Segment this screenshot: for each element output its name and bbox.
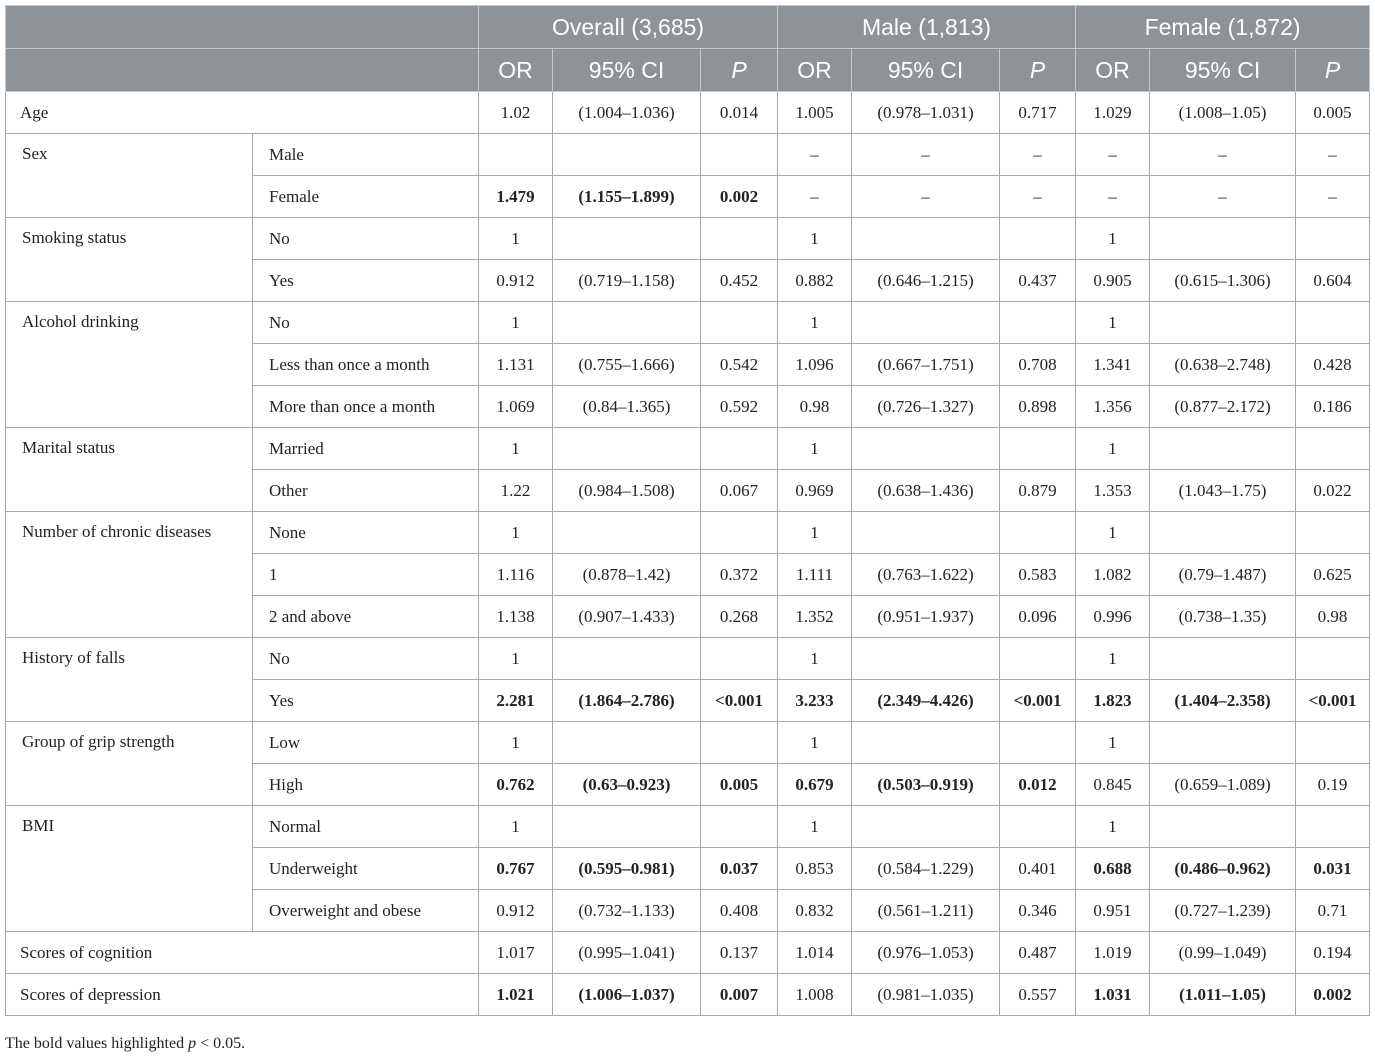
header-group-overall: Overall (3,685) bbox=[479, 6, 778, 49]
table-row bbox=[6, 302, 1370, 344]
cell-or: 1.02 bbox=[479, 92, 553, 134]
cell-p: 0.346 bbox=[1000, 890, 1076, 932]
cell-or: 1 bbox=[1076, 302, 1150, 344]
footnote-p-symbol: p bbox=[188, 1035, 197, 1052]
footnote-suffix: < 0.05. bbox=[196, 1035, 246, 1052]
cell-p: 0.037 bbox=[701, 848, 778, 890]
cell-or: 1.014 bbox=[778, 932, 852, 974]
level-cell: No bbox=[253, 302, 479, 344]
cell-p: – bbox=[1296, 176, 1370, 218]
cell-p: 0.022 bbox=[1296, 470, 1370, 512]
cell-ci: (0.595–0.981) bbox=[553, 848, 701, 890]
cell-p: 0.002 bbox=[701, 176, 778, 218]
cell-p: 0.98 bbox=[1296, 596, 1370, 638]
cell-ci: (0.727–1.239) bbox=[1150, 890, 1296, 932]
cell-or: 1 bbox=[778, 218, 852, 260]
cell-ci bbox=[852, 302, 1000, 344]
cell-ci: (1.155–1.899) bbox=[553, 176, 701, 218]
cell-ci: (0.732–1.133) bbox=[553, 890, 701, 932]
header-p: P bbox=[1296, 49, 1370, 92]
level-cell: 2 and above bbox=[253, 596, 479, 638]
cell-p: 0.408 bbox=[701, 890, 778, 932]
header-or: OR bbox=[778, 49, 852, 92]
cell-or: 3.233 bbox=[778, 680, 852, 722]
cell-or: 0.912 bbox=[479, 890, 553, 932]
header-or: OR bbox=[479, 49, 553, 92]
cell-p: 0.542 bbox=[701, 344, 778, 386]
cell-p: 0.268 bbox=[701, 596, 778, 638]
cell-ci bbox=[852, 722, 1000, 764]
cell-ci: (0.659–1.089) bbox=[1150, 764, 1296, 806]
cell-p: 0.067 bbox=[701, 470, 778, 512]
level-cell: Overweight and obese bbox=[253, 890, 479, 932]
cell-or: 1.352 bbox=[778, 596, 852, 638]
cell-p bbox=[1296, 512, 1370, 554]
cell-ci: (0.984–1.508) bbox=[553, 470, 701, 512]
cell-ci bbox=[1150, 722, 1296, 764]
table-body bbox=[6, 92, 1370, 1016]
variable-cell: Sex bbox=[6, 134, 253, 218]
cell-p: <0.001 bbox=[701, 680, 778, 722]
cell-p: – bbox=[1000, 134, 1076, 176]
level-cell: Other bbox=[253, 470, 479, 512]
variable-cell: Smoking status bbox=[6, 218, 253, 302]
cell-ci bbox=[852, 512, 1000, 554]
cell-ci bbox=[852, 638, 1000, 680]
cell-ci bbox=[553, 638, 701, 680]
cell-p: 0.19 bbox=[1296, 764, 1370, 806]
table-row bbox=[6, 806, 1370, 848]
cell-ci: (0.638–2.748) bbox=[1150, 344, 1296, 386]
cell-ci: (1.004–1.036) bbox=[553, 92, 701, 134]
cell-p bbox=[1296, 428, 1370, 470]
cell-p bbox=[1000, 428, 1076, 470]
cell-or: 1.111 bbox=[778, 554, 852, 596]
table-row bbox=[6, 932, 1370, 974]
table-row bbox=[6, 638, 1370, 680]
cell-or: 0.912 bbox=[479, 260, 553, 302]
cell-or: 1.096 bbox=[778, 344, 852, 386]
cell-or: 1 bbox=[1076, 806, 1150, 848]
cell-ci: (0.503–0.919) bbox=[852, 764, 1000, 806]
cell-ci: (0.615–1.306) bbox=[1150, 260, 1296, 302]
cell-p: 0.401 bbox=[1000, 848, 1076, 890]
cell-p: 0.557 bbox=[1000, 974, 1076, 1016]
table-row bbox=[6, 134, 1370, 176]
cell-or: 1 bbox=[479, 302, 553, 344]
cell-or: 1.082 bbox=[1076, 554, 1150, 596]
level-cell: Low bbox=[253, 722, 479, 764]
cell-or: 1 bbox=[1076, 428, 1150, 470]
cell-or: 1.069 bbox=[479, 386, 553, 428]
cell-p bbox=[1296, 806, 1370, 848]
cell-p bbox=[701, 806, 778, 848]
cell-ci: (0.79–1.487) bbox=[1150, 554, 1296, 596]
cell-ci bbox=[553, 218, 701, 260]
level-cell: None bbox=[253, 512, 479, 554]
cell-ci: (0.755–1.666) bbox=[553, 344, 701, 386]
cell-ci: – bbox=[852, 176, 1000, 218]
level-cell: Yes bbox=[253, 260, 479, 302]
cell-ci: (0.84–1.365) bbox=[553, 386, 701, 428]
variable-cell: Scores of depression bbox=[6, 974, 479, 1016]
cell-p: 0.372 bbox=[701, 554, 778, 596]
cell-ci: (1.404–2.358) bbox=[1150, 680, 1296, 722]
cell-p: <0.001 bbox=[1296, 680, 1370, 722]
cell-or: 0.767 bbox=[479, 848, 553, 890]
cell-p bbox=[1296, 722, 1370, 764]
cell-p: 0.71 bbox=[1296, 890, 1370, 932]
header-ci: 95% CI bbox=[553, 49, 701, 92]
cell-ci bbox=[553, 512, 701, 554]
cell-ci: (0.763–1.622) bbox=[852, 554, 1000, 596]
cell-p: 0.186 bbox=[1296, 386, 1370, 428]
cell-or: 1 bbox=[479, 806, 553, 848]
cell-or: 1.22 bbox=[479, 470, 553, 512]
level-cell: No bbox=[253, 218, 479, 260]
cell-or: 1.116 bbox=[479, 554, 553, 596]
cell-p: 0.879 bbox=[1000, 470, 1076, 512]
cell-p bbox=[701, 218, 778, 260]
variable-cell: Alcohol drinking bbox=[6, 302, 253, 428]
cell-p: 0.096 bbox=[1000, 596, 1076, 638]
table-row bbox=[6, 218, 1370, 260]
cell-ci bbox=[1150, 218, 1296, 260]
cell-ci bbox=[1150, 302, 1296, 344]
cell-ci: (2.349–4.426) bbox=[852, 680, 1000, 722]
cell-p bbox=[701, 134, 778, 176]
cell-ci: (0.646–1.215) bbox=[852, 260, 1000, 302]
header-p: P bbox=[701, 49, 778, 92]
cell-or: 1.131 bbox=[479, 344, 553, 386]
cell-p bbox=[1000, 302, 1076, 344]
cell-or: 1 bbox=[479, 638, 553, 680]
cell-or: 1.138 bbox=[479, 596, 553, 638]
variable-cell: BMI bbox=[6, 806, 253, 932]
cell-or: 1.356 bbox=[1076, 386, 1150, 428]
table-row bbox=[6, 974, 1370, 1016]
cell-p: 0.452 bbox=[701, 260, 778, 302]
table-row bbox=[6, 92, 1370, 134]
cell-or: 2.281 bbox=[479, 680, 553, 722]
cell-p: 0.625 bbox=[1296, 554, 1370, 596]
level-cell: Female bbox=[253, 176, 479, 218]
cell-p: 0.428 bbox=[1296, 344, 1370, 386]
level-cell: Male bbox=[253, 134, 479, 176]
cell-or: 0.762 bbox=[479, 764, 553, 806]
cell-or: 0.98 bbox=[778, 386, 852, 428]
cell-or: 1 bbox=[778, 428, 852, 470]
cell-p: 0.437 bbox=[1000, 260, 1076, 302]
cell-or: 0.832 bbox=[778, 890, 852, 932]
cell-or: – bbox=[778, 176, 852, 218]
cell-p: – bbox=[1296, 134, 1370, 176]
cell-p: 0.005 bbox=[1296, 92, 1370, 134]
cell-ci: (0.99–1.049) bbox=[1150, 932, 1296, 974]
cell-ci: (0.561–1.211) bbox=[852, 890, 1000, 932]
level-cell: Underweight bbox=[253, 848, 479, 890]
cell-or: 0.688 bbox=[1076, 848, 1150, 890]
cell-p bbox=[1296, 218, 1370, 260]
cell-ci: (0.981–1.035) bbox=[852, 974, 1000, 1016]
header-group-male: Male (1,813) bbox=[778, 6, 1076, 49]
cell-or: 1 bbox=[1076, 218, 1150, 260]
cell-ci: (0.976–1.053) bbox=[852, 932, 1000, 974]
cell-ci: (0.486–0.962) bbox=[1150, 848, 1296, 890]
cell-ci: (0.877–2.172) bbox=[1150, 386, 1296, 428]
cell-or: – bbox=[778, 134, 852, 176]
cell-or: 0.882 bbox=[778, 260, 852, 302]
cell-or: 1 bbox=[778, 806, 852, 848]
cell-ci: (1.043–1.75) bbox=[1150, 470, 1296, 512]
table-row bbox=[6, 428, 1370, 470]
table-row bbox=[6, 512, 1370, 554]
cell-ci bbox=[1150, 428, 1296, 470]
cell-or: 1.021 bbox=[479, 974, 553, 1016]
level-cell: High bbox=[253, 764, 479, 806]
cell-ci: (0.726–1.327) bbox=[852, 386, 1000, 428]
cell-ci: – bbox=[1150, 134, 1296, 176]
cell-p: 0.583 bbox=[1000, 554, 1076, 596]
header-ci: 95% CI bbox=[1150, 49, 1296, 92]
level-cell: No bbox=[253, 638, 479, 680]
cell-p: 0.592 bbox=[701, 386, 778, 428]
cell-ci: (0.995–1.041) bbox=[553, 932, 701, 974]
cell-or: 1.823 bbox=[1076, 680, 1150, 722]
cell-ci bbox=[553, 428, 701, 470]
cell-p: 0.708 bbox=[1000, 344, 1076, 386]
cell-p: 0.194 bbox=[1296, 932, 1370, 974]
cell-ci: (0.978–1.031) bbox=[852, 92, 1000, 134]
cell-p: 0.604 bbox=[1296, 260, 1370, 302]
cell-or: 1 bbox=[1076, 722, 1150, 764]
cell-or: 0.853 bbox=[778, 848, 852, 890]
header-col-row bbox=[6, 49, 1370, 92]
level-cell: 1 bbox=[253, 554, 479, 596]
cell-or: 0.996 bbox=[1076, 596, 1150, 638]
cell-p bbox=[1296, 302, 1370, 344]
cell-or: 1 bbox=[778, 302, 852, 344]
cell-or: 1.019 bbox=[1076, 932, 1150, 974]
cell-p bbox=[701, 428, 778, 470]
cell-or: 1.479 bbox=[479, 176, 553, 218]
variable-cell: History of falls bbox=[6, 638, 253, 722]
cell-or: – bbox=[1076, 134, 1150, 176]
cell-ci: (1.864–2.786) bbox=[553, 680, 701, 722]
cell-p bbox=[701, 512, 778, 554]
cell-ci bbox=[1150, 512, 1296, 554]
cell-or: 1 bbox=[1076, 512, 1150, 554]
cell-p: 0.014 bbox=[701, 92, 778, 134]
cell-ci: (0.584–1.229) bbox=[852, 848, 1000, 890]
cell-p bbox=[701, 722, 778, 764]
header-group-row bbox=[6, 6, 1370, 49]
cell-or bbox=[479, 134, 553, 176]
cell-or: 1 bbox=[479, 428, 553, 470]
cell-or: 1.341 bbox=[1076, 344, 1150, 386]
cell-or: 1 bbox=[479, 722, 553, 764]
cell-ci bbox=[553, 806, 701, 848]
cell-p bbox=[1296, 638, 1370, 680]
cell-or: 1.017 bbox=[479, 932, 553, 974]
cell-p: <0.001 bbox=[1000, 680, 1076, 722]
cell-ci: (0.719–1.158) bbox=[553, 260, 701, 302]
cell-ci bbox=[852, 218, 1000, 260]
header-p: P bbox=[1000, 49, 1076, 92]
level-cell: Less than once a month bbox=[253, 344, 479, 386]
cell-or: 1 bbox=[1076, 638, 1150, 680]
variable-cell: Number of chronic diseases bbox=[6, 512, 253, 638]
level-cell: Married bbox=[253, 428, 479, 470]
cell-ci: – bbox=[852, 134, 1000, 176]
table-footnote bbox=[5, 1035, 245, 1053]
cell-p bbox=[1000, 638, 1076, 680]
cell-or: 0.969 bbox=[778, 470, 852, 512]
cell-ci bbox=[1150, 638, 1296, 680]
cell-p: 0.898 bbox=[1000, 386, 1076, 428]
cell-or: 0.905 bbox=[1076, 260, 1150, 302]
cell-or: 1 bbox=[778, 722, 852, 764]
cell-or: 1.005 bbox=[778, 92, 852, 134]
cell-p bbox=[1000, 218, 1076, 260]
cell-or: 1.353 bbox=[1076, 470, 1150, 512]
cell-p: 0.717 bbox=[1000, 92, 1076, 134]
header-blank-2 bbox=[6, 49, 479, 92]
header-or: OR bbox=[1076, 49, 1150, 92]
cell-p bbox=[1000, 806, 1076, 848]
cell-p: 0.002 bbox=[1296, 974, 1370, 1016]
table-row bbox=[6, 722, 1370, 764]
header-group-female: Female (1,872) bbox=[1076, 6, 1370, 49]
level-cell: Normal bbox=[253, 806, 479, 848]
cell-or: 0.845 bbox=[1076, 764, 1150, 806]
cell-p: 0.031 bbox=[1296, 848, 1370, 890]
cell-ci bbox=[1150, 806, 1296, 848]
cell-p bbox=[1000, 512, 1076, 554]
cell-ci: (0.738–1.35) bbox=[1150, 596, 1296, 638]
header-ci: 95% CI bbox=[852, 49, 1000, 92]
cell-or: 1.031 bbox=[1076, 974, 1150, 1016]
cell-ci bbox=[852, 428, 1000, 470]
level-cell: More than once a month bbox=[253, 386, 479, 428]
footnote-prefix: The bold values highlighted bbox=[5, 1035, 189, 1052]
cell-ci bbox=[553, 302, 701, 344]
cell-or: 1.029 bbox=[1076, 92, 1150, 134]
cell-or: 1 bbox=[778, 638, 852, 680]
odds-ratio-table bbox=[5, 5, 1370, 1016]
cell-ci: (0.907–1.433) bbox=[553, 596, 701, 638]
cell-or: 1 bbox=[479, 512, 553, 554]
cell-or: 1 bbox=[479, 218, 553, 260]
level-cell: Yes bbox=[253, 680, 479, 722]
variable-cell: Scores of cognition bbox=[6, 932, 479, 974]
cell-p: 0.137 bbox=[701, 932, 778, 974]
cell-p: – bbox=[1000, 176, 1076, 218]
cell-p: 0.012 bbox=[1000, 764, 1076, 806]
cell-ci: (0.638–1.436) bbox=[852, 470, 1000, 512]
cell-or: 0.679 bbox=[778, 764, 852, 806]
cell-or: 0.951 bbox=[1076, 890, 1150, 932]
variable-cell: Age bbox=[6, 92, 479, 134]
cell-ci bbox=[553, 722, 701, 764]
cell-ci: (1.011–1.05) bbox=[1150, 974, 1296, 1016]
cell-ci: (1.008–1.05) bbox=[1150, 92, 1296, 134]
cell-ci: (1.006–1.037) bbox=[553, 974, 701, 1016]
cell-p: 0.007 bbox=[701, 974, 778, 1016]
cell-ci bbox=[553, 134, 701, 176]
cell-p: 0.005 bbox=[701, 764, 778, 806]
cell-p bbox=[1000, 722, 1076, 764]
cell-p bbox=[701, 302, 778, 344]
cell-ci: (0.63–0.923) bbox=[553, 764, 701, 806]
cell-p bbox=[701, 638, 778, 680]
cell-ci: (0.667–1.751) bbox=[852, 344, 1000, 386]
variable-cell: Marital status bbox=[6, 428, 253, 512]
cell-or: 1.008 bbox=[778, 974, 852, 1016]
cell-ci: (0.951–1.937) bbox=[852, 596, 1000, 638]
header-blank bbox=[6, 6, 479, 49]
cell-or: 1 bbox=[778, 512, 852, 554]
variable-cell: Group of grip strength bbox=[6, 722, 253, 806]
cell-ci bbox=[852, 806, 1000, 848]
table-header bbox=[6, 6, 1370, 92]
cell-or: – bbox=[1076, 176, 1150, 218]
cell-ci: – bbox=[1150, 176, 1296, 218]
cell-p: 0.487 bbox=[1000, 932, 1076, 974]
cell-ci: (0.878–1.42) bbox=[553, 554, 701, 596]
